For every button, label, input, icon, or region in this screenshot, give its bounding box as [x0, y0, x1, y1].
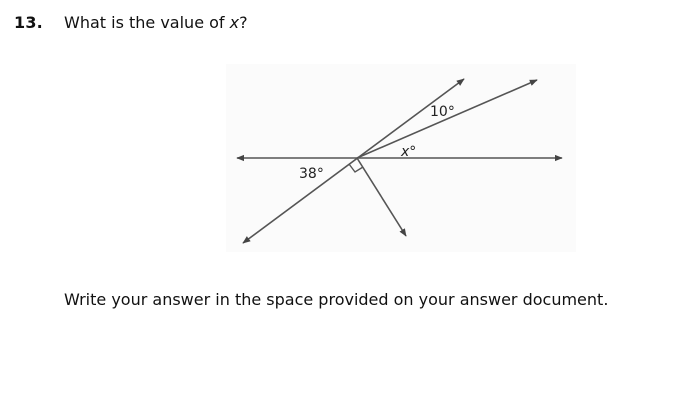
- label-x-degrees: x°: [401, 144, 417, 160]
- prompt-variable: x: [229, 13, 240, 32]
- prompt-suffix: ?: [239, 13, 248, 32]
- prompt-prefix: What is the value of: [64, 13, 230, 32]
- label-10-degrees: 10°: [430, 104, 455, 120]
- label-38-degrees: 38°: [299, 166, 324, 182]
- question-number: 13.: [14, 13, 43, 32]
- answer-instruction: Write your answer in the space provided on your answer document.: [64, 290, 609, 309]
